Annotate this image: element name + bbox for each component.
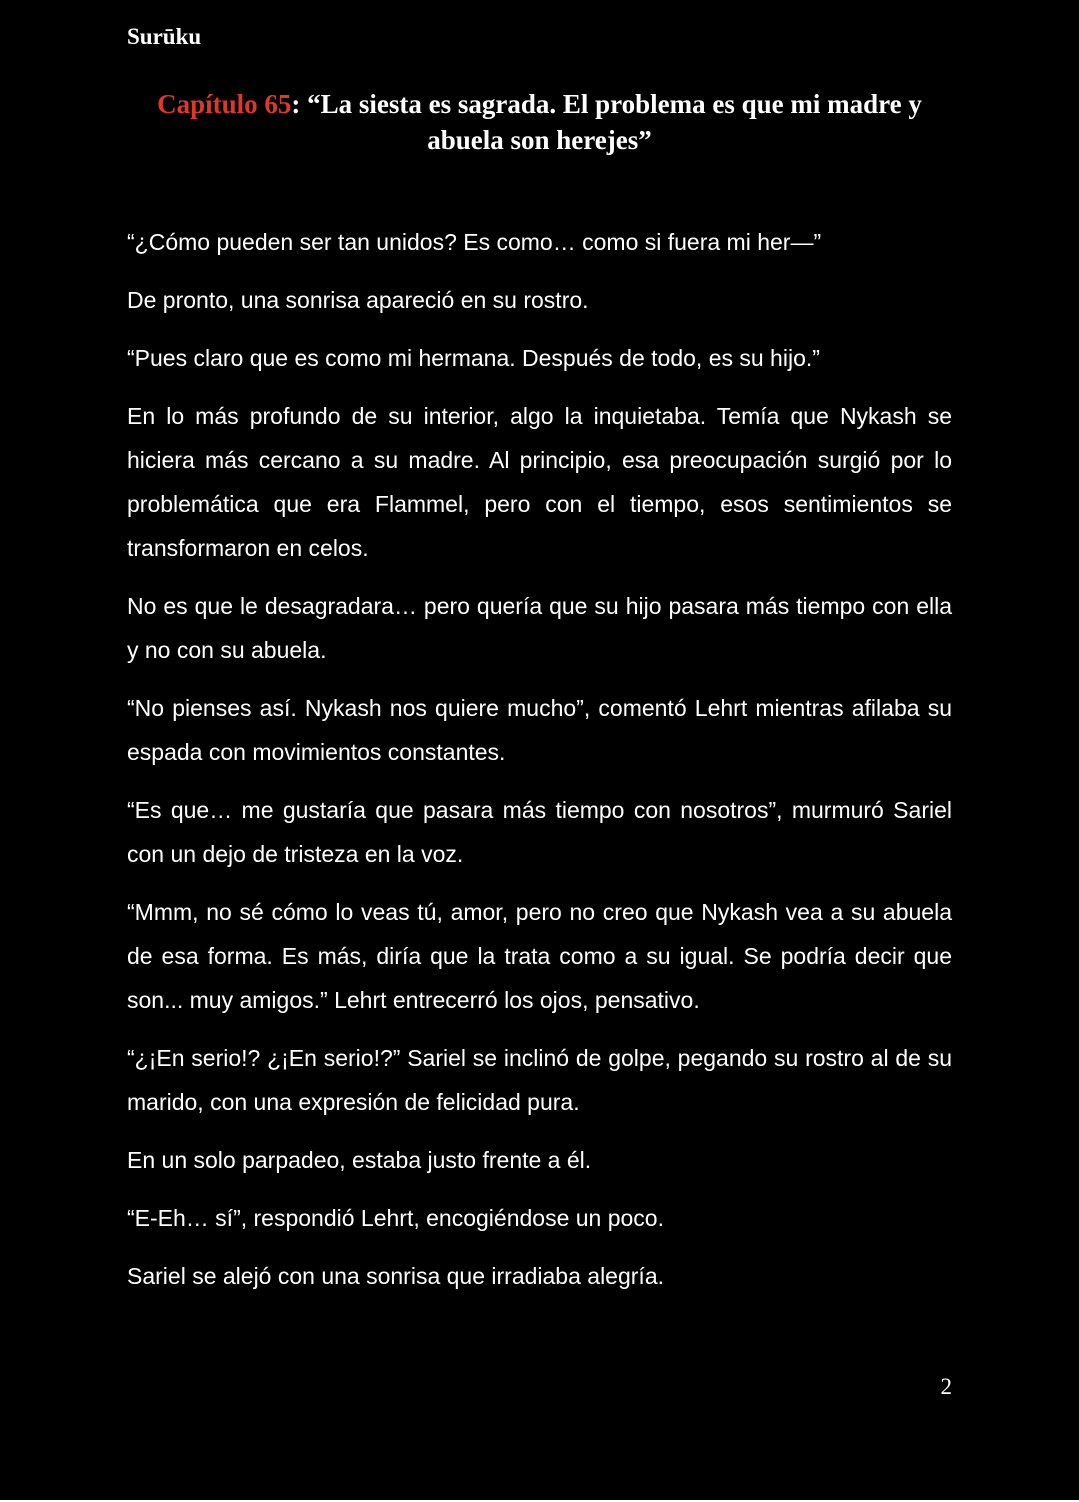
paragraph: “Es que… me gustaría que pasara más tiempo con nosotros”, murmuró Sariel con un dejo de tristeza en la voz. xyxy=(127,797,952,867)
chapter-body xyxy=(127,220,952,1312)
chapter-number-label: Capítulo 65 xyxy=(157,89,292,119)
paragraph: “Pues claro que es como mi hermana. Después de todo, es su hijo.” xyxy=(127,345,820,371)
paragraph: En lo más profundo de su interior, algo la inquietaba. Temía que Nykash se hiciera más cercano a su madre. Al principio, esa preocupación surgió por lo problemática que era Flammel, pero con el tiempo, esos sentimientos se transformaron en celos. xyxy=(127,403,952,561)
page-number: 2 xyxy=(940,1374,952,1399)
chapter-title xyxy=(127,86,952,158)
paragraph: “Mmm, no sé cómo lo veas tú, amor, pero no creo que Nykash vea a su abuela de esa forma. Es más, diría que la trata como a su igual. Se podría decir que son... muy amigos.” Lehrt entrecerró los ojos, pensativo. xyxy=(127,899,952,1013)
paragraph: Sariel se alejó con una sonrisa que irradiaba alegría. xyxy=(127,1263,664,1289)
paragraph: No es que le desagradara… pero quería que su hijo pasara más tiempo con ella y no con su abuela. xyxy=(127,593,952,663)
paragraph: “¿Cómo pueden ser tan unidos? Es como… como si fuera mi her—” xyxy=(127,229,822,255)
chapter-title-text: “La siesta es sagrada. El problema es que mi madre y abuela son herejes” xyxy=(307,89,922,155)
paragraph: “No pienses así. Nykash nos quiere mucho”, comentó Lehrt mientras afilaba su espada con movimientos constantes. xyxy=(127,695,952,765)
chapter-title-separator: : xyxy=(291,89,308,119)
paragraph: De pronto, una sonrisa apareció en su rostro. xyxy=(127,287,589,313)
paragraph: En un solo parpadeo, estaba justo frente a él. xyxy=(127,1147,592,1173)
running-header-author: Surūku xyxy=(127,24,202,49)
paragraph: “¿¡En serio!? ¿¡En serio!?” Sariel se inclinó de golpe, pegando su rostro al de su marido, con una expresión de felicidad pura. xyxy=(127,1045,952,1115)
paragraph: “E-Eh… sí”, respondió Lehrt, encogiéndose un poco. xyxy=(127,1205,664,1231)
